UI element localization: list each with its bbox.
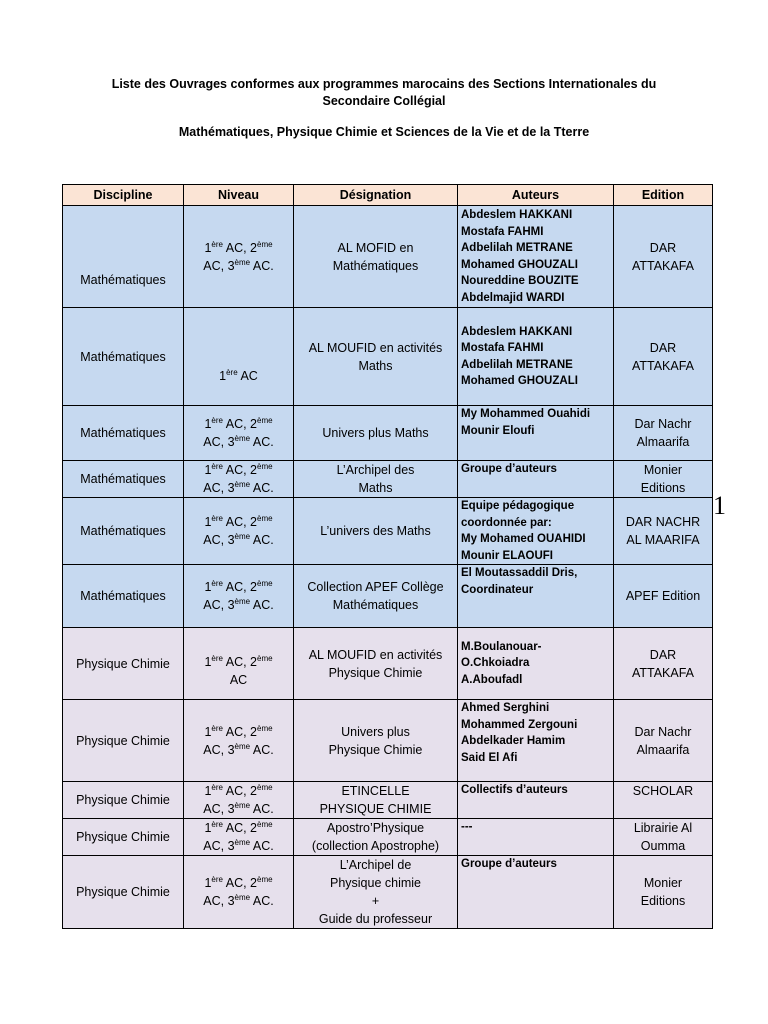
header-edition: Edition bbox=[614, 185, 713, 206]
designation-line: Apostro’Physique bbox=[326, 821, 425, 835]
cell-designation bbox=[294, 782, 458, 819]
author: Said El Afi bbox=[461, 751, 518, 764]
designation-line: L’univers des Maths bbox=[320, 524, 431, 538]
edition-line: SCHOLAR bbox=[632, 784, 694, 798]
title-line-2: Secondaire Collégial bbox=[322, 94, 446, 108]
cell-designation bbox=[294, 406, 458, 461]
cell-authors bbox=[458, 628, 614, 700]
cell-edition bbox=[614, 565, 713, 628]
edition-line: Monier bbox=[643, 876, 683, 890]
cell-discipline: Mathématiques bbox=[63, 308, 184, 406]
cell-designation bbox=[294, 308, 458, 406]
author: Ahmed Serghini bbox=[461, 702, 550, 714]
cell-niveau: 1ère AC, 2ème AC, 3ème AC. bbox=[184, 700, 294, 782]
author: Noureddine BOUZITE bbox=[461, 275, 579, 287]
author: Mohamed GHOUZALI bbox=[461, 258, 578, 271]
edition-line: Monier bbox=[643, 463, 683, 477]
cell-edition bbox=[614, 856, 713, 929]
author: My Mohamed OUAHIDI bbox=[461, 533, 586, 545]
designation-line: Mathématiques bbox=[332, 258, 419, 273]
edition-line: Dar Nachr bbox=[634, 724, 692, 739]
author: Adbelilah METRANE bbox=[461, 358, 573, 371]
author: Groupe d’auteurs bbox=[461, 858, 557, 870]
designation-line: AL MOUFID en activités bbox=[308, 647, 443, 662]
edition-line: ATTAKAFA bbox=[631, 665, 695, 680]
table-row bbox=[63, 565, 713, 628]
cell-discipline: Mathématiques bbox=[63, 406, 184, 461]
edition-line: ATTAKAFA bbox=[631, 258, 695, 273]
edition-line: Librairie Al bbox=[633, 821, 693, 835]
cell-discipline: Mathématiques bbox=[63, 206, 184, 308]
cell-discipline: Mathématiques bbox=[63, 565, 184, 628]
author: Abdeslem HAKKANI bbox=[461, 209, 573, 221]
edition-line: Dar Nachr bbox=[634, 417, 692, 431]
cell-edition bbox=[614, 498, 713, 565]
cell-edition bbox=[614, 819, 713, 856]
cell-edition bbox=[614, 628, 713, 700]
cell-edition bbox=[614, 206, 713, 308]
page-number: 1 bbox=[713, 491, 726, 520]
designation-line: ETINCELLE bbox=[341, 784, 410, 798]
cell-designation bbox=[294, 700, 458, 782]
designation-line: Guide du professeur bbox=[318, 912, 433, 926]
table-header-row bbox=[63, 185, 713, 206]
author: Groupe d’auteurs bbox=[461, 463, 557, 475]
cell-niveau: 1ère AC, 2ème AC, 3ème AC. bbox=[184, 206, 294, 308]
designation-line: Univers plus bbox=[341, 724, 410, 739]
edition-line: DAR bbox=[649, 340, 677, 355]
cell-authors bbox=[458, 856, 614, 929]
edition-line: AL MAARIFA bbox=[626, 533, 700, 547]
edition-line: Almaarifa bbox=[636, 742, 690, 757]
designation-line: Maths bbox=[358, 358, 393, 373]
author: Abdeslem HAKKANI bbox=[461, 325, 573, 338]
cell-niveau: 1ère AC, 2ème AC, 3ème AC. bbox=[184, 856, 294, 929]
cell-edition bbox=[614, 308, 713, 406]
table-row bbox=[63, 406, 713, 461]
cell-designation bbox=[294, 498, 458, 565]
header-designation: Désignation bbox=[294, 185, 458, 206]
designation-line: L’Archipel de bbox=[339, 858, 412, 872]
author: El Moutassaddil Dris, bbox=[461, 567, 578, 579]
edition-line: DAR bbox=[649, 240, 677, 255]
table-row bbox=[63, 819, 713, 856]
designation-line: Univers plus Maths bbox=[322, 426, 429, 440]
author: Abdelmajid WARDI bbox=[461, 291, 565, 304]
cell-authors bbox=[458, 565, 614, 628]
header-auteurs: Auteurs bbox=[458, 185, 614, 206]
cell-discipline: Physique Chimie bbox=[63, 819, 184, 856]
cell-authors bbox=[458, 498, 614, 565]
author: --- bbox=[461, 821, 473, 833]
author: Mounir Eloufi bbox=[461, 424, 535, 437]
books-table bbox=[62, 184, 713, 929]
cell-discipline: Physique Chimie bbox=[63, 628, 184, 700]
author: Mostafa FAHMI bbox=[461, 225, 544, 238]
cell-designation bbox=[294, 206, 458, 308]
table-row bbox=[63, 628, 713, 700]
edition-line: Editions bbox=[640, 481, 686, 495]
cell-discipline: Mathématiques bbox=[63, 461, 184, 498]
cell-authors bbox=[458, 206, 614, 308]
author: Collectifs d’auteurs bbox=[461, 784, 568, 796]
cell-niveau: 1ère AC bbox=[184, 308, 294, 406]
author: Abdelkader Hamim bbox=[461, 735, 566, 747]
table-row bbox=[63, 782, 713, 819]
cell-niveau: 1ère AC, 2ème AC, 3ème AC. bbox=[184, 406, 294, 461]
author: O.Chkoiadra bbox=[461, 657, 530, 670]
header-discipline: Discipline bbox=[63, 185, 184, 206]
designation-line: Mathématiques bbox=[332, 598, 419, 612]
table-row bbox=[63, 498, 713, 565]
author: Mohamed GHOUZALI bbox=[461, 375, 578, 387]
table-row bbox=[63, 308, 713, 406]
cell-discipline: Physique Chimie bbox=[63, 700, 184, 782]
table-row bbox=[63, 700, 713, 782]
cell-discipline: Physique Chimie bbox=[63, 856, 184, 929]
cell-designation bbox=[294, 628, 458, 700]
author: Equipe pédagogique bbox=[461, 500, 575, 512]
table-row bbox=[63, 856, 713, 929]
author: Coordinateur bbox=[461, 583, 534, 596]
cell-authors bbox=[458, 700, 614, 782]
edition-line: APEF Edition bbox=[625, 589, 701, 603]
designation-line: Physique chimie bbox=[329, 876, 421, 890]
edition-line: DAR bbox=[649, 647, 677, 662]
designation-line: AL MOFID en bbox=[337, 240, 414, 255]
cell-authors bbox=[458, 406, 614, 461]
cell-authors bbox=[458, 782, 614, 819]
designation-line: (collection Apostrophe) bbox=[311, 839, 440, 853]
author: coordonnée par: bbox=[461, 516, 552, 529]
edition-line: Almaarifa bbox=[636, 435, 690, 449]
designation-line: L’Archipel des bbox=[336, 463, 415, 477]
cell-edition bbox=[614, 782, 713, 819]
designation-line: + bbox=[371, 894, 380, 908]
edition-line: DAR NACHR bbox=[625, 515, 701, 529]
table-row bbox=[63, 206, 713, 308]
edition-line: Editions bbox=[640, 894, 686, 908]
cell-niveau: 1ère AC, 2ème AC, 3ème AC. bbox=[184, 498, 294, 565]
cell-niveau: 1ère AC, 2ème AC, 3ème AC. bbox=[184, 782, 294, 819]
header-niveau: Niveau bbox=[184, 185, 294, 206]
cell-authors bbox=[458, 461, 614, 498]
cell-niveau: 1ère AC, 2ème AC, 3ème AC. bbox=[184, 565, 294, 628]
cell-niveau: 1ère AC, 2ème AC, 3ème AC. bbox=[184, 819, 294, 856]
cell-edition bbox=[614, 406, 713, 461]
cell-discipline: Mathématiques bbox=[63, 498, 184, 565]
author: My Mohammed Ouahidi bbox=[461, 408, 591, 420]
cell-edition bbox=[614, 461, 713, 498]
designation-line: Physique Chimie bbox=[328, 665, 423, 680]
author: Mostafa FAHMI bbox=[461, 342, 544, 354]
cell-edition bbox=[614, 700, 713, 782]
cell-designation bbox=[294, 565, 458, 628]
title-line-1: Liste des Ouvrages conformes aux programmes marocains des Sections Internationales du bbox=[111, 77, 657, 91]
cell-niveau: 1ère AC, 2ème AC, 3ème AC. bbox=[184, 461, 294, 498]
designation-line: AL MOUFID en activités bbox=[308, 340, 443, 355]
edition-line: Oumma bbox=[640, 839, 686, 853]
document-subtitle: Mathématiques, Physique Chimie et Sciences de la Vie et de la Tterre bbox=[178, 125, 590, 139]
cell-niveau: 1ère AC, 2ème AC bbox=[184, 628, 294, 700]
author: Mounir ELAOUFI bbox=[461, 549, 553, 562]
designation-line: Maths bbox=[358, 481, 393, 495]
table-row bbox=[63, 461, 713, 498]
cell-designation bbox=[294, 461, 458, 498]
designation-line: Physique Chimie bbox=[328, 742, 423, 757]
cell-discipline: Physique Chimie bbox=[63, 782, 184, 819]
author: M.Boulanouar- bbox=[461, 640, 542, 653]
designation-line: Collection APEF Collège bbox=[307, 580, 444, 594]
edition-line: ATTAKAFA bbox=[631, 358, 695, 373]
cell-designation bbox=[294, 819, 458, 856]
cell-authors bbox=[458, 819, 614, 856]
cell-designation bbox=[294, 856, 458, 929]
author: Adbelilah METRANE bbox=[461, 242, 573, 254]
cell-authors bbox=[458, 308, 614, 406]
author: Mohammed Zergouni bbox=[461, 718, 578, 731]
document-title bbox=[40, 76, 728, 110]
designation-line: PHYSIQUE CHIMIE bbox=[319, 802, 432, 816]
author: A.Aboufadl bbox=[461, 673, 523, 686]
